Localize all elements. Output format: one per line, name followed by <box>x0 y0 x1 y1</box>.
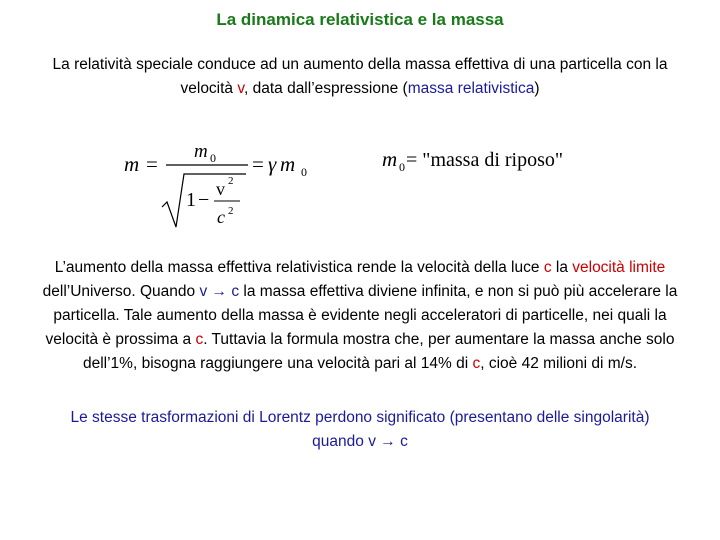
c-symbol-2: c <box>195 331 204 348</box>
intro-text-3: ) <box>534 80 540 97</box>
formula-m: m <box>124 152 140 176</box>
intro-paragraph <box>40 53 680 101</box>
velocity-symbol: v <box>237 80 244 97</box>
formula-c-exp: 2 <box>228 205 234 217</box>
formula-equals: = <box>146 152 158 176</box>
formula-m0-sub: 0 <box>301 165 307 179</box>
v-to-c-expression: v → c <box>199 283 240 300</box>
formula-c: c <box>217 207 225 227</box>
intro-text-1: La relatività speciale conduce ad un aumento della massa effettiva di una particella con la velocità <box>52 56 668 97</box>
formula-v-exp: 2 <box>228 175 234 187</box>
body-text-6: , cioè 42 milioni di m/s. <box>480 355 637 372</box>
formula-equals-2: = <box>252 152 264 176</box>
formula-one: 1 <box>186 189 196 211</box>
c-symbol-3: c <box>472 355 481 372</box>
limit-velocity-term: velocità limite <box>572 259 666 276</box>
formula-v: v <box>216 179 225 199</box>
lorentz-v-to-c: v → c <box>368 433 408 450</box>
relativistic-mass-term: massa relativistica <box>407 80 535 97</box>
body-text-3: dell’Universo. Quando <box>42 283 200 300</box>
body-text-1: L’aumento della massa effettiva relativistica rende la velocità della luce <box>54 259 544 276</box>
body-text-2: la <box>551 259 573 276</box>
rest-mass-m: m <box>382 147 398 171</box>
formula-m0: m <box>280 152 296 176</box>
relativistic-mass-formula <box>118 135 318 235</box>
lorentz-note <box>60 406 660 454</box>
body-paragraph <box>40 256 680 376</box>
formula-numerator-m: m <box>194 141 208 162</box>
body-text-5: . Tuttavia la formula mostra che, per aumentare la massa anche solo dell’1%, bisogna raggiungere una velocità pari al 14% di <box>82 331 675 372</box>
formula-gamma: γ <box>268 152 277 176</box>
body-text-4: la massa effettiva diviene infinita, e non si può più accelerare la particella. Tale aumento della massa è evidente negli acceleratori di particelle, nei quali la velocità è prossima a <box>45 283 678 348</box>
lorentz-text: Le stesse trasformazioni di Lorentz perdono significato (presentano delle singolarità) quando <box>70 409 650 450</box>
formula-minus: − <box>198 189 210 211</box>
slide-title: La dinamica relativistica e la massa <box>216 10 504 29</box>
intro-text-2: , data dall’espressione ( <box>243 80 408 97</box>
rest-mass-text: = "massa di riposo" <box>406 149 564 171</box>
rest-mass-definition <box>380 140 610 180</box>
rest-mass-sub: 0 <box>399 160 405 174</box>
c-symbol-1: c <box>543 259 552 276</box>
formula-numerator-sub: 0 <box>210 151 216 165</box>
